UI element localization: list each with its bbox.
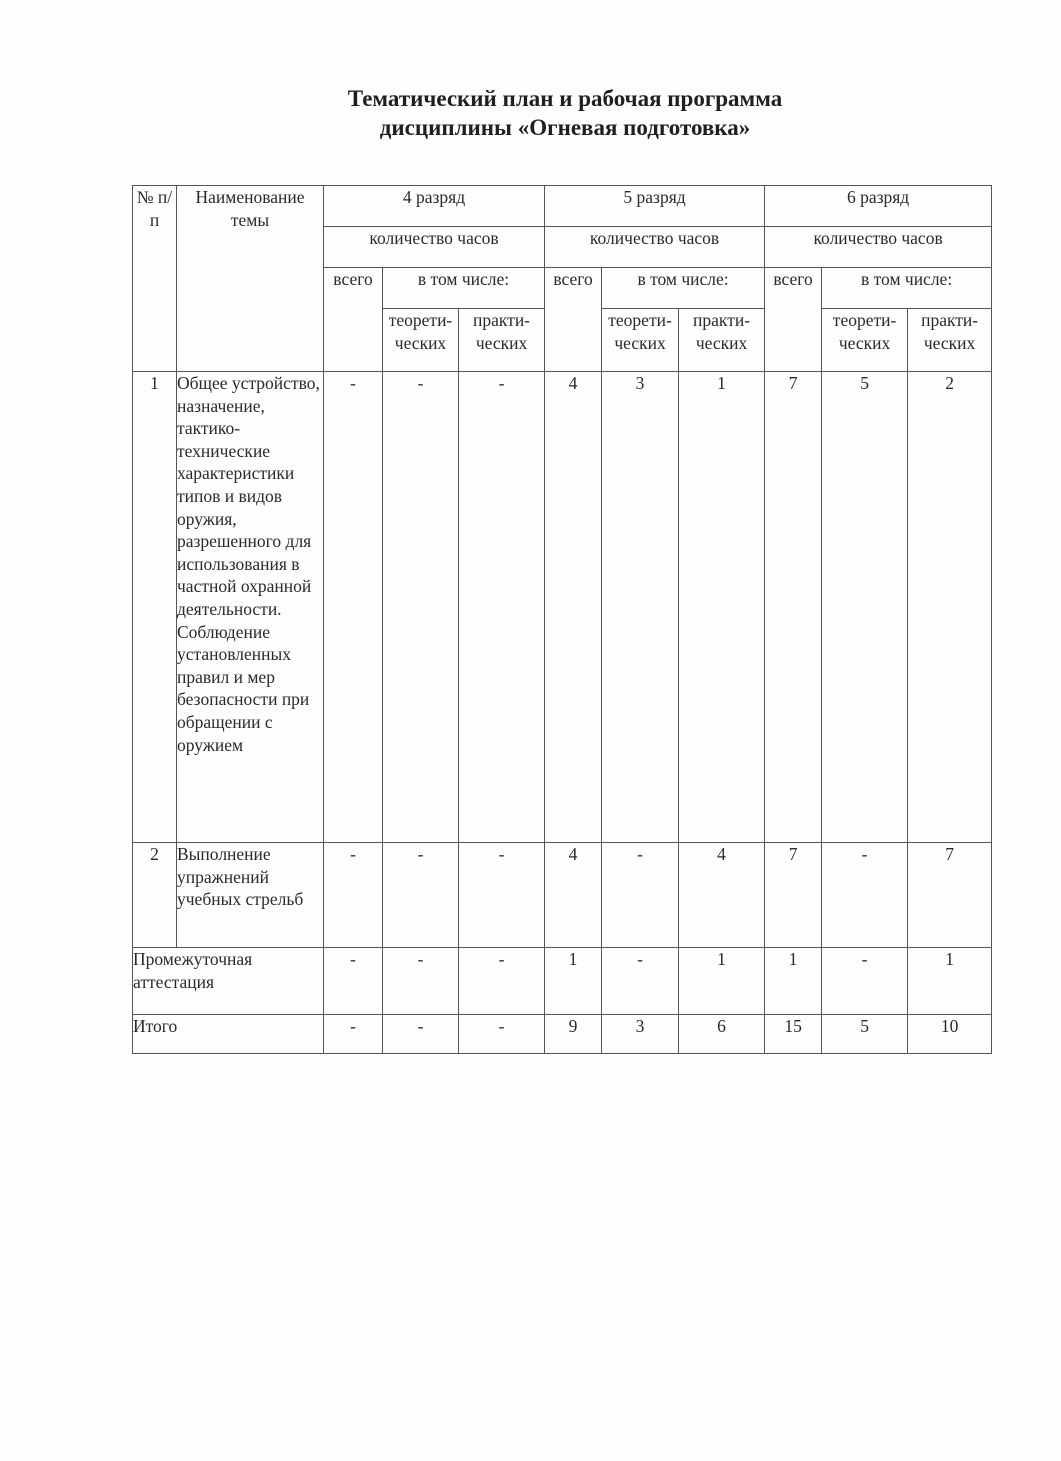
header-incl-5: в том числе: [602,268,765,309]
cell-value: - [324,843,383,948]
cell-value: 1 [679,372,765,843]
cell-value: 15 [765,1015,822,1054]
cell-value: - [602,948,679,1015]
header-theor-5: теорети- ческих [602,309,679,372]
cell-value: - [602,843,679,948]
table-row [133,843,992,948]
cell-value: 1 [765,948,822,1015]
cell-value: 1 [545,948,602,1015]
table-row [133,372,992,843]
thematic-plan-table [132,185,992,1054]
title-line-1: Тематический план и рабочая программа [347,86,783,111]
cell-value: 9 [545,1015,602,1054]
cell-value: 2 [908,372,992,843]
header-grade-6: 6 разряд [765,186,992,227]
header-grade-4: 4 разряд [324,186,545,227]
cell-value: - [822,843,908,948]
cell-value: 4 [545,372,602,843]
cell-value: 3 [602,1015,679,1054]
cell-value: 5 [822,372,908,843]
row-topic: Выполнение упражнений учебных стрельб [177,843,324,948]
header-pract-4: практи- ческих [459,309,545,372]
cell-value: 4 [679,843,765,948]
cell-value: - [459,1015,545,1054]
header-hours-4: количество часов [324,227,545,268]
header-incl-6: в том числе: [822,268,992,309]
cell-value: - [324,372,383,843]
cell-value: - [383,843,459,948]
cell-value: - [383,948,459,1015]
cell-value: - [822,948,908,1015]
header-num: № п/п [133,186,177,372]
table-row [133,948,992,1015]
cell-value: 7 [765,843,822,948]
cell-value: - [383,1015,459,1054]
cell-value: - [459,843,545,948]
header-theor-4: теорети- ческих [383,309,459,372]
cell-value: 3 [602,372,679,843]
row-num: 2 [133,843,177,948]
header-hours-5: количество часов [545,227,765,268]
cell-value: 4 [545,843,602,948]
cell-value: 1 [679,948,765,1015]
header-theor-6: теорети- ческих [822,309,908,372]
row-topic: Общее устройство, назначение, тактико-технические характеристики типов и видов оружия, разрешенного для использования в частной охранной деятельности. Соблюдение установленных правил и мер безопасности при обращении с оружием [177,372,324,843]
cell-value: 1 [908,948,992,1015]
cell-value: - [459,372,545,843]
header-total-6: всего [765,268,822,372]
cell-value: 7 [908,843,992,948]
cell-value: 6 [679,1015,765,1054]
row-num: 1 [133,372,177,843]
header-incl-4: в том числе: [383,268,545,309]
header-name: Наименование темы [177,186,324,372]
table-row [133,1015,992,1054]
cell-value: 7 [765,372,822,843]
cell-value: - [459,948,545,1015]
cell-value: 10 [908,1015,992,1054]
header-hours-6: количество часов [765,227,992,268]
header-grade-5: 5 разряд [545,186,765,227]
document-title [0,84,1061,142]
header-row-grades [133,186,992,227]
cell-value: - [324,1015,383,1054]
header-total-5: всего [545,268,602,372]
header-pract-6: практи- ческих [908,309,992,372]
header-pract-5: практи- ческих [679,309,765,372]
title-line-2: дисциплины «Огневая подготовка» [379,115,751,140]
row-label-total: Итого [133,1015,324,1054]
row-label-interim: Промежуточная аттестация [133,948,324,1015]
cell-value: - [383,372,459,843]
cell-value: - [324,948,383,1015]
header-total-4: всего [324,268,383,372]
cell-value: 5 [822,1015,908,1054]
